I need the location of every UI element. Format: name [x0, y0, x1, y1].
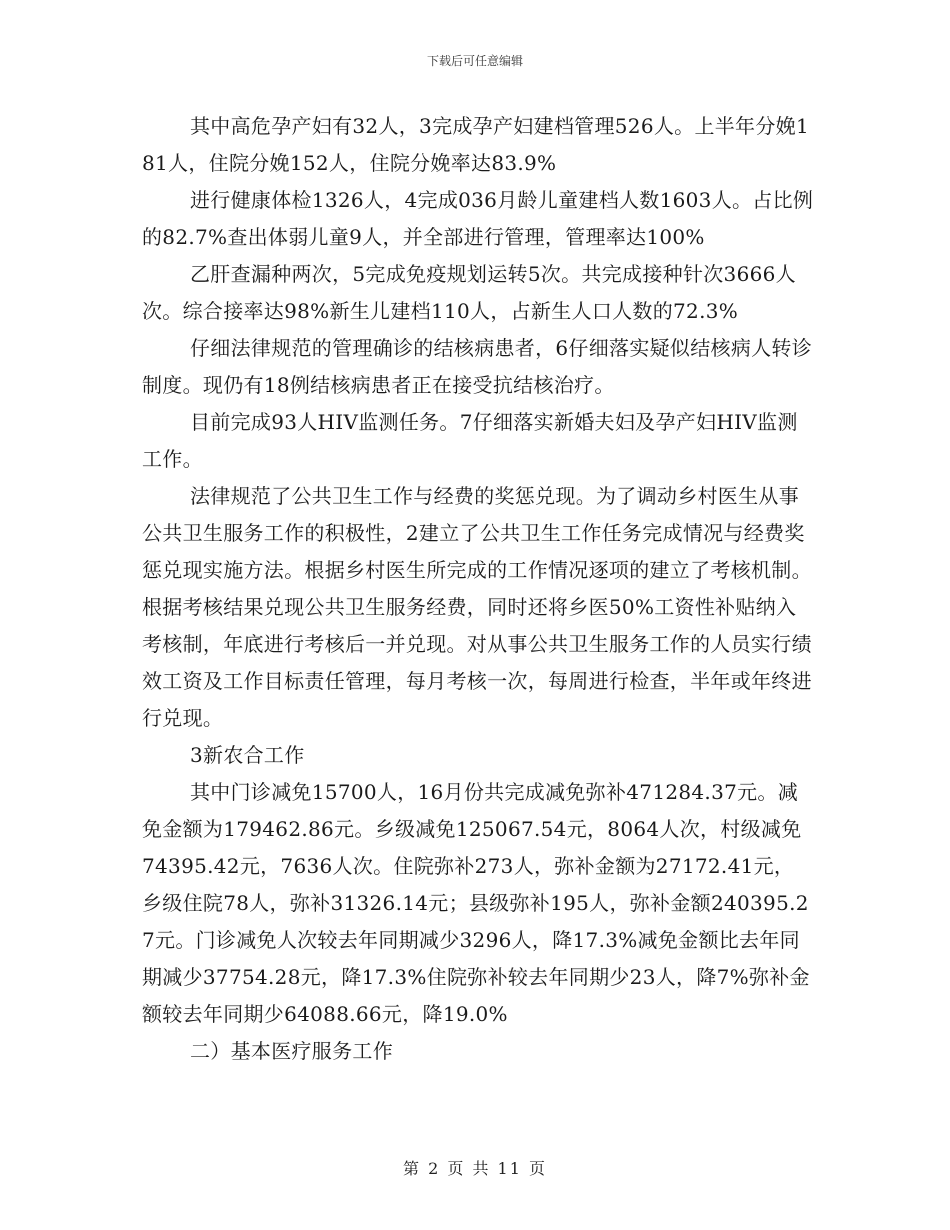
paragraph-child-health: 进行健康体检1326人，4完成036月龄儿童建档人数1603人。占比例的82.7%查出体弱儿童9人，并全部进行管理，管理率达100%	[142, 188, 814, 249]
paragraph-tuberculosis: 仔细法律规范的管理确诊的结核病患者，6仔细落实疑似结核病人转诊制度。现仍有18例结核病患者正在接受抗结核治疗。	[142, 336, 813, 397]
page-number-footer: 第 2 页 共 11 页	[403, 1159, 547, 1178]
document-body	[142, 108, 814, 1070]
page-header: 下载后可任意编辑	[426, 54, 523, 68]
section-heading-rural-cooperative: 3新农合工作	[190, 743, 305, 767]
paragraph-incentives: 法律规范了公共卫生工作与经费的奖惩兑现。为了调动乡村医生从事公共卫生服务工作的积极性，2建立了公共卫生工作任务完成情况与经费奖惩兑现实施方法。根据乡村医生所完成的工作情况逐项的建立了考核机制。根据考核结果兑现公共卫生服务经费，同时还将乡医50%工资性补贴纳入考核制，年底进行考核后一并兑现。对从事公共卫生服务工作的人员实行绩效工资及工作目标责任管理，每月考核一次，每周进行检查，半年或年终进行兑现。	[142, 484, 812, 730]
paragraph-immunization: 乙肝查漏种两次，5完成免疫规划运转5次。共完成接种针次3666人次。综合接率达98%新生儿建档110人，占新生人口人数的72.3%	[142, 262, 796, 323]
section-heading-basic-medical: 二）基本医疗服务工作	[190, 1039, 393, 1063]
paragraph-reimbursement: 其中门诊减免15700人，16月份共完成减免弥补471284.37元。减免金额为179462.86元。乡级减免125067.54元，8064人次，村级减免74395.42元，7636人次。住院弥补273人，弥补金额为27172.41元，乡级住院78人，弥补31326.14元；县级弥补195人，弥补金额240395.27元。门诊减免人次较去年同期减少3296人，降17.3%减免金额比去年同期减少37754.28元，降17.3%住院弥补较去年同期少23人，降7%弥补金额较去年同期少64088.66元，降19.0%	[142, 780, 810, 1026]
paragraph-hiv-monitoring: 目前完成93人HIV监测任务。7仔细落实新婚夫妇及孕产妇HIV监测工作。	[142, 410, 798, 471]
paragraph-maternal-health: 其中高危孕产妇有32人，3完成孕产妇建档管理526人。上半年分娩181人，住院分娩152人，住院分娩率达83.9%	[142, 114, 809, 175]
